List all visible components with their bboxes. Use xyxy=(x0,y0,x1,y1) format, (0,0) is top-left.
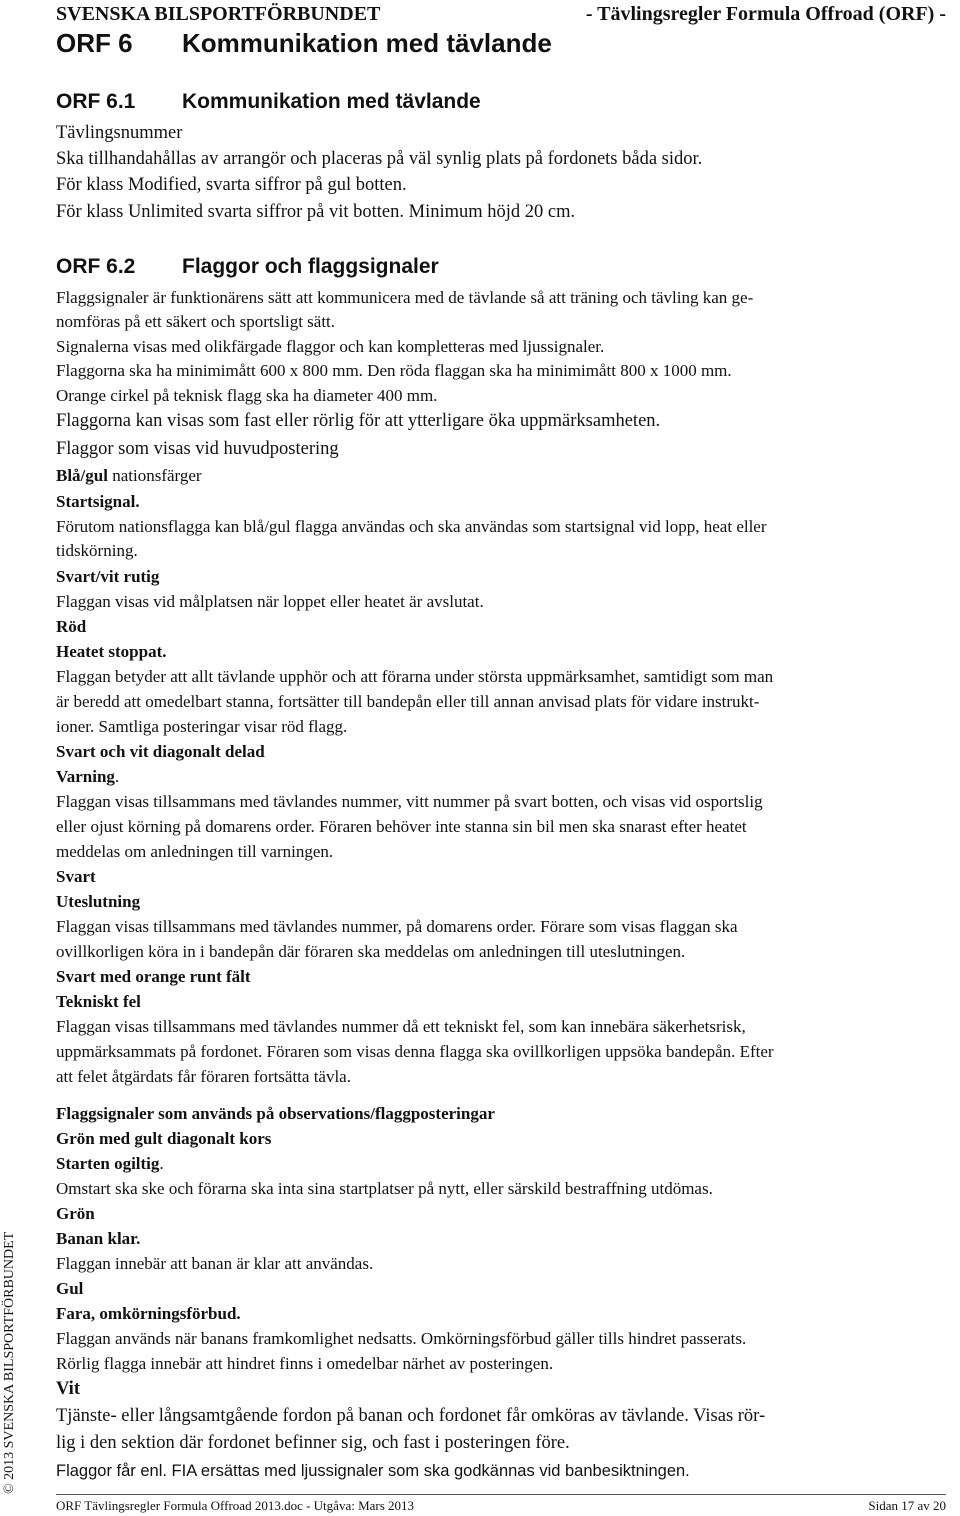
paragraph-line: ioner. Samtliga posteringar visar röd flagg. xyxy=(56,717,348,736)
paragraph-line: uppmärksammats på fordonet. Föraren som visas denna flagga ska ovillkorligen uppsöka bandepån. Efter xyxy=(56,1042,774,1061)
flag-meaning: Startsignal. xyxy=(56,492,140,511)
flag-meaning: Uteslutning xyxy=(56,892,141,911)
paragraph-line: För klass Unlimited svarta siffror på vit botten. Minimum höjd 20 cm. xyxy=(56,202,576,222)
paragraph-line: tidskörning. xyxy=(56,541,138,560)
section-title: Flaggor och flaggsignaler xyxy=(182,255,439,278)
side-copyright: © 2013 SVENSKA BILSPORTFÖRBUNDET xyxy=(2,1231,17,1494)
paragraph-line: är beredd att omedelbart stanna, fortsätter till bandepån eller till annan anvisad plats för vidare instrukt- xyxy=(56,692,760,711)
flag-name: Grön med gult diagonalt kors xyxy=(56,1129,272,1148)
paragraph-line: att felet åtgärdats får föraren fortsätta tävla. xyxy=(56,1067,351,1086)
section-title: Kommunikation med tävlande xyxy=(182,90,481,113)
flag-meaning xyxy=(56,1155,164,1173)
flag-name: Svart och vit diagonalt delad xyxy=(56,742,265,761)
paragraph-line: Flaggan visas tillsammans med tävlandes nummer då ett tekniskt fel, som kan innebära säkerhetsrisk, xyxy=(56,1017,746,1036)
paragraph-line: Flaggorna kan visas som fast eller rörlig för att ytterligare öka uppmärksamheten. xyxy=(56,411,661,431)
header-document-title: - Tävlingsregler Formula Offroad (ORF) - xyxy=(585,3,946,25)
flag-name: Röd xyxy=(56,617,87,636)
paragraph-line: Orange cirkel på teknisk flagg ska ha diameter 400 mm. xyxy=(56,386,438,405)
paragraph-line: Flaggan visas tillsammans med tävlandes nummer, på domarens order. Förare som visas flaggan ska xyxy=(56,917,738,936)
paragraph-line: Flaggan används när banans framkomlighet nedsatts. Omkörningsförbud gäller tills hindret passerats. xyxy=(56,1329,747,1348)
flag-name: Vit xyxy=(56,1379,80,1399)
paragraph-line: Förutom nationsflagga kan blå/gul flagga användas och ska användas som startsignal vid lopp, heat eller xyxy=(56,517,767,536)
header-organization: SVENSKA BILSPORTFÖRBUNDET xyxy=(56,3,381,25)
flag-entry xyxy=(56,467,202,485)
paragraph-line: Flaggorna ska ha minimimått 600 x 800 mm. Den röda flaggan ska ha minimimått 800 x 1000 mm. xyxy=(56,361,732,380)
paragraph-line: nomföras på ett säkert och sportsligt sätt. xyxy=(56,312,336,331)
chapter-number: ORF 6 xyxy=(56,28,133,58)
chapter-title: Kommunikation med tävlande xyxy=(182,28,552,58)
subheading: Flaggsignaler som används på observations/flaggposteringar xyxy=(56,1104,495,1123)
flag-name: Grön xyxy=(56,1204,95,1223)
paragraph-line: lig i den sektion där fordonet befinner sig, och fast i posteringen före. xyxy=(56,1433,570,1453)
flag-meaning: Fara, omkörningsförbud. xyxy=(56,1304,241,1323)
section-number: ORF 6.2 xyxy=(56,255,136,278)
paragraph-line: Flaggan visas vid målplatsen när loppet eller heatet är avslutat. xyxy=(56,592,484,611)
flag-meaning: Banan klar. xyxy=(56,1229,141,1248)
paragraph-line: Signalerna visas med olikfärgade flaggor och kan kompletteras med ljussignaler. xyxy=(56,337,605,356)
flag-name: Svart med orange runt fält xyxy=(56,967,251,986)
paragraph-line: Omstart ska ske och förarna ska inta sina startplatser på nytt, eller särskild bestraffning utdömas. xyxy=(56,1179,713,1198)
paragraph-line: ovillkorligen köra in i bandepån där föraren ska meddelas om anledningen till uteslutningen. xyxy=(56,942,686,961)
subheading: Flaggor som visas vid huvudpostering xyxy=(56,439,339,459)
paragraph-line: Ska tillhandahållas av arrangör och placeras på väl synlig plats på fordonets båda sidor. xyxy=(56,149,703,169)
punctuation: . xyxy=(159,1154,164,1173)
footer-rule xyxy=(56,1494,946,1495)
paragraph-line: För klass Modified, svarta siffror på gul botten. xyxy=(56,175,407,195)
paragraph-line: Flaggsignaler är funktionärens sätt att kommunicera med de tävlande så att träning och tävling kan ge- xyxy=(56,288,754,307)
paragraph-line: meddelas om anledningen till varningen. xyxy=(56,842,334,861)
footer-document-info: ORF Tävlingsregler Formula Offroad 2013.doc - Utgåva: Mars 2013 xyxy=(56,1498,415,1513)
paragraph-line: Flaggan betyder att allt tävlande upphör och att förarna under största uppmärksamhet, samtidigt som man xyxy=(56,667,774,686)
paragraph-line: Flaggan innebär att banan är klar att användas. xyxy=(56,1254,374,1273)
subheading: Tävlingsnummer xyxy=(56,123,183,143)
flag-meaning: Heatet stoppat. xyxy=(56,642,167,661)
flag-name: Svart/vit rutig xyxy=(56,567,160,586)
flag-meaning xyxy=(56,768,119,786)
paragraph-line: Flaggan visas tillsammans med tävlandes nummer, vitt nummer på svart botten, och visas vid osportslig xyxy=(56,792,763,811)
flag-name: Blå/gul xyxy=(56,466,108,485)
paragraph-line: Rörlig flagga innebär att hindret finns i omedelbar närhet av posteringen. xyxy=(56,1354,554,1373)
flag-description: nationsfärger xyxy=(107,466,202,485)
section-number: ORF 6.1 xyxy=(56,90,136,113)
flag-meaning-label: Varning xyxy=(56,767,115,786)
flag-meaning: Tekniskt fel xyxy=(56,992,141,1011)
paragraph-line: Tjänste- eller långsamtgående fordon på banan och fordonet får omköras av tävlande. Visas rör- xyxy=(56,1406,766,1426)
flag-meaning-label: Starten ogiltig xyxy=(56,1154,160,1173)
paragraph-line: Flaggor får enl. FIA ersättas med ljussignaler som ska godkännas vid banbesiktningen. xyxy=(56,1462,690,1480)
page-number: Sidan 17 av 20 xyxy=(868,1498,946,1513)
flag-name: Svart xyxy=(56,867,96,886)
flag-name: Gul xyxy=(56,1279,84,1298)
paragraph-line: eller ojust körning på domarens order. Föraren behöver inte stanna sin bil men ska snarast efter heatet xyxy=(56,817,747,836)
punctuation: . xyxy=(114,767,120,786)
